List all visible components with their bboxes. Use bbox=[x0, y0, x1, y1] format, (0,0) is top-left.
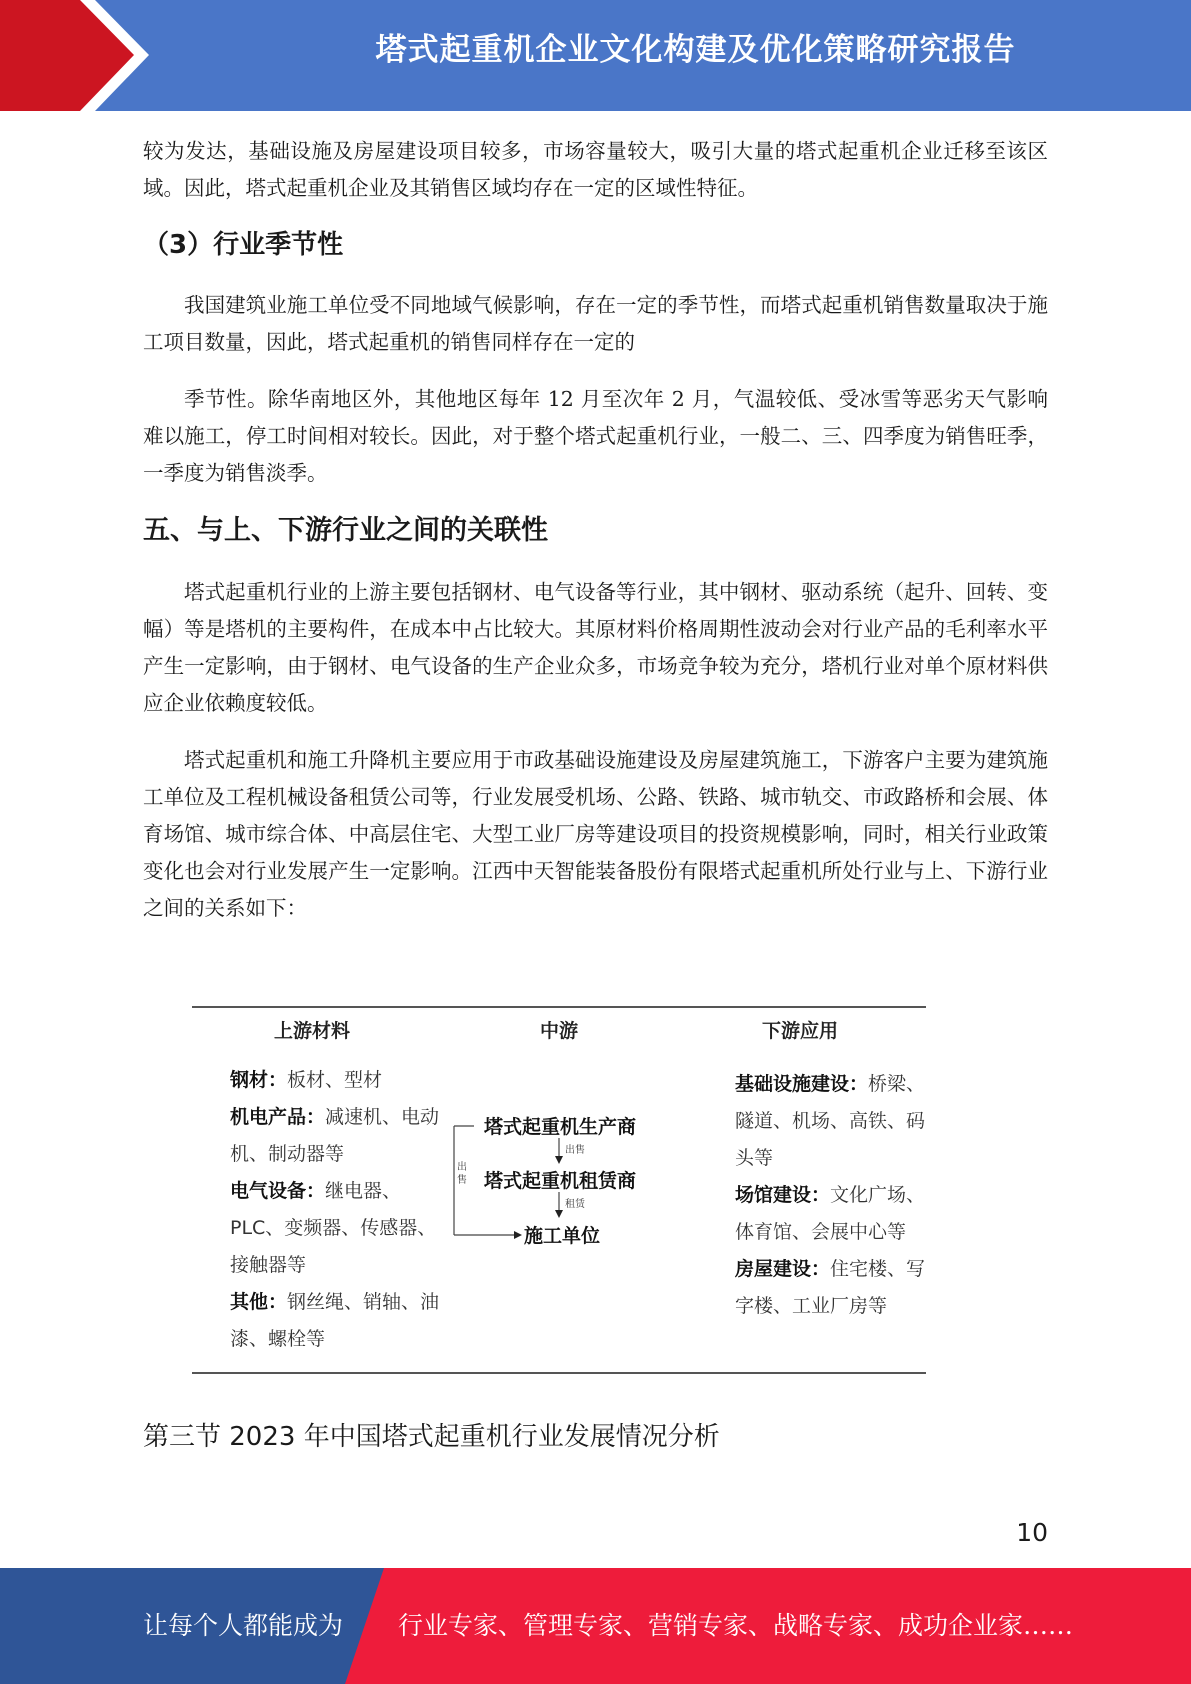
page-header bbox=[0, 0, 1191, 111]
header-title: 塔式起重机企业文化构建及优化策略研究报告 bbox=[375, 32, 1016, 68]
arrow-label-lease: 租赁 bbox=[565, 1199, 585, 1210]
downstream-column bbox=[735, 1066, 935, 1325]
heading-seasonal: （3）行业季节性 bbox=[143, 230, 344, 260]
paragraph-upstream: 塔式起重机行业的上游主要包括钢材、电气设备等行业，其中钢材、驱动系统（起升、回转、变幅）等是塔机的主要构件，在成本中占比较大。其原材料价格周期性波动会对行业产品的毛利率水平产生一定影响，由于钢材、电气设备的生产企业众多，市场竞争较为充分，塔机行业对单个原材料供应企业依赖度较低。 bbox=[143, 580, 1048, 715]
upstream-item: 钢材：板材、型材 bbox=[230, 1069, 383, 1091]
figure-bottom-rule bbox=[192, 1372, 926, 1374]
paragraph-regional: 较为发达，基础设施及房屋建设项目较多，市场容量较大，吸引大量的塔式起重机企业迁移至该区域。因此，塔式起重机企业及其销售区域均存在一定的区域性特征。 bbox=[143, 139, 1048, 200]
node-manufacturer: 塔式起重机生产商 bbox=[484, 1116, 637, 1138]
figure-top-rule bbox=[192, 1006, 926, 1008]
downstream-item: 场馆建设：文化广场、体育馆、会展中心等 bbox=[735, 1184, 926, 1243]
side-label-sell: 出售 bbox=[457, 1162, 467, 1186]
main-content bbox=[143, 133, 1048, 927]
arrow-label-sell: 出售 bbox=[565, 1145, 585, 1156]
header-chevron-decoration bbox=[0, 0, 160, 111]
header-midstream: 中游 bbox=[540, 1020, 579, 1042]
heading-relation: 五、与上、下游行业之间的关联性 bbox=[143, 515, 548, 546]
node-construction: 施工单位 bbox=[524, 1225, 601, 1247]
paragraph-downstream: 塔式起重机和施工升降机主要应用于市政基础设施建设及房屋建筑施工，下游客户主要为建筑施工单位及工程机械设备租赁公司等，行业发展受机场、公路、铁路、城市轨交、市政路桥和会展、体育场馆、城市综合体、中高层住宅、大型工业厂房等建设项目的投资规模影响，同时，相关行业政策变化也会对行业发展产生一定影响。江西中天智能装备股份有限塔式起重机所处行业与上、下游行业之间的关系如下： bbox=[143, 748, 1048, 920]
footer-slogan-right: 行业专家、管理专家、营销专家、战略专家、成功企业家…… bbox=[398, 1611, 1074, 1640]
upstream-item: 其他：钢丝绳、销轴、油漆、螺栓等 bbox=[230, 1291, 440, 1350]
upstream-column bbox=[230, 1062, 440, 1358]
downstream-item: 基础设施建设：桥梁、隧道、机场、高铁、码头等 bbox=[735, 1073, 926, 1169]
upstream-item: 机电产品：减速机、电动机、制动器等 bbox=[230, 1106, 440, 1165]
upstream-item: 电气设备：继电器、PLC、变频器、传感器、接触器等 bbox=[230, 1180, 437, 1276]
paragraph-seasonal-1: 我国建筑业施工单位受不同地域气候影响，存在一定的季节性，而塔式起重机销售数量取决于施工项目数量，因此，塔式起重机的销售同样存在一定的 bbox=[143, 293, 1048, 354]
section-heading: 第三节 2023 年中国塔式起重机行业发展情况分析 bbox=[143, 1422, 720, 1452]
header-upstream: 上游材料 bbox=[274, 1020, 351, 1042]
paragraph-seasonal-2: 季节性。除华南地区外，其他地区每年 12 月至次年 2 月，气温较低、受冰雪等恶劣天气影响难以施工，停工时间相对较长。因此，对于整个塔式起重机行业，一般二、三、四季度为销售旺季，一季度为销售淡季。 bbox=[143, 387, 1048, 485]
industry-chain-figure bbox=[192, 1006, 926, 1374]
header-downstream: 下游应用 bbox=[762, 1020, 839, 1042]
page-footer bbox=[0, 1568, 1191, 1684]
downstream-item: 房屋建设：住宅楼、写字楼、工业厂房等 bbox=[735, 1258, 926, 1317]
page-number: 10 bbox=[1016, 1518, 1048, 1547]
node-leasing: 塔式起重机租赁商 bbox=[484, 1170, 637, 1192]
footer-slogan-left: 让每个人都能成为 bbox=[143, 1611, 344, 1640]
